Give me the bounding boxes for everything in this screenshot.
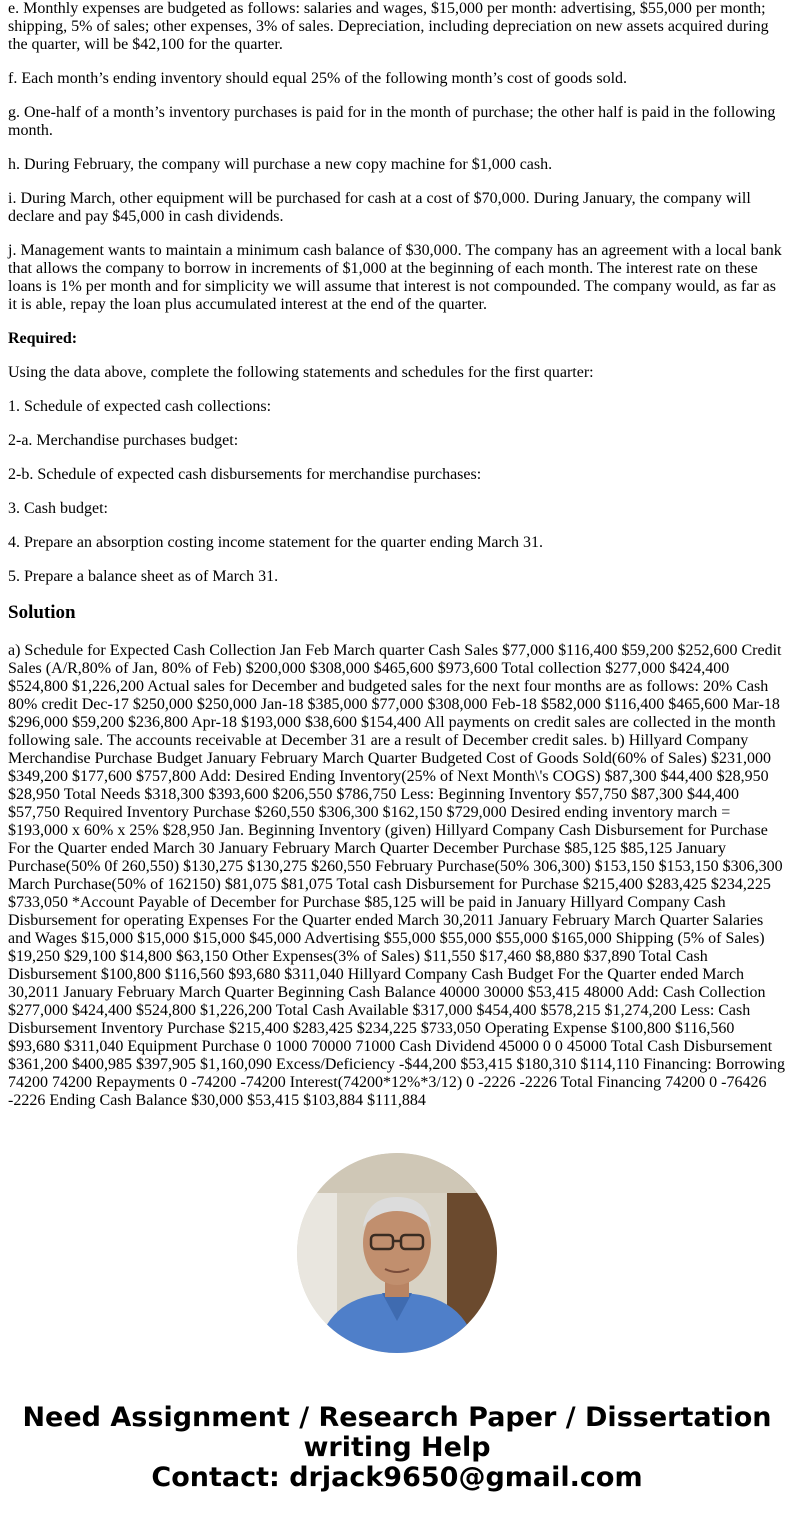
required-intro: Using the data above, complete the following statements and schedules for the first quarter: [8,364,594,381]
footer-contact-text: Contact: drjack9650@gmail.com [151,1462,643,1493]
document-content [8,0,786,1126]
footer-help-text: Need Assignment / Research Paper / Dissertation writing Help [22,1402,772,1463]
paragraph-j: j. Management wants to maintain a minimum cash balance of $30,000. The company has an agreement with a local bank that allows the company to borrow in increments of $1,000 at the beginning of each month. The interest rate on these loans is 1% per month and for simplicity we will assume that interest is not compounded. The company would, as far as it is able, repay the loan plus accumulated interest at the end of the quarter. [8,242,782,313]
required-item: 1. Schedule of expected cash collections: [8,398,272,415]
paragraph-g: g. One-half of a month’s inventory purchases is paid for in the month of purchase; the other half is paid in the following month. [8,104,776,139]
required-item: 3. Cash budget: [8,500,108,517]
paragraph-f: f. Each month’s ending inventory should equal 25% of the following month’s cost of goods sold. [8,70,628,87]
paragraph-h: h. During February, the company will purchase a new copy machine for $1,000 cash. [8,156,553,173]
solution-heading: Solution [8,602,76,623]
required-item: 2-a. Merchandise purchases budget: [8,432,239,449]
required-item: 5. Prepare a balance sheet as of March 31. [8,568,279,585]
required-item: 4. Prepare an absorption costing income statement for the quarter ending March 31. [8,534,543,551]
required-item: 2-b. Schedule of expected cash disbursements for merchandise purchases: [8,466,482,483]
person-photo-icon [297,1153,497,1353]
solution-body: a) Schedule for Expected Cash Collection Jan Feb March quarter Cash Sales $77,000 $116,400 $59,200 $252,600 Credit Sales (A/R,80% of Jan, 80% of Feb) $200,000 $308,000 $465,600 $973,600 Total collection $277,000 $424,400 $524,800 $1,226,200 Actual sales for December and budgeted sales for the next four months are as follows: 20% Cash 80% credit Dec-17 $250,000 $250,000 Jan-18 $385,000 $77,000 $308,000 Feb-18 $582,000 $116,400 $465,600 Mar-18 $296,000 $59,200 $236,800 Apr-18 $193,000 $38,600 $154,400 All payments on credit sales are collected in the month following sale. The accounts receivable at December 31 are a result of December credit sales. b) Hillyard Company Merchandise Purchase Budget January February March Quarter Budgeted Cost of Goods Sold(60% of Sales) $231,000 $349,200 $177,600 $757,800 Add: Desired Ending Inventory(25% of Next Month\'s COGS) $87,300 $44,400 $28,950 $28,950 Total Needs $318,300 $393,600 $206,550 $786,750 Less: Beginning Inventory $57,750 $87,300 $44,400 $57,750 Required Inventory Purchase $260,550 $306,300 $162,150 $729,000 Desired ending inventory march = $193,000 x 60% x 25% $28,950 Jan. Beginning Inventory (given) Hillyard Company Cash Disbursement for Purchase For the Quarter ended March 30 January February March Quarter December Purchase $85,125 $85,125 January Purchase(50% 0f 260,550) $130,275 $130,275 $260,550 February Purchase(50% 306,300) $153,150 $153,150 $306,300 March Purchase(50% of 162150) $81,075 $81,075 Total cash Disbursement for Purchase $215,400 $283,425 $234,225 $733,050 *Account Payable of December for Purchase $85,125 will be paid in January Hillyard Company Cash Disbursement for operating Expenses For the Quarter ended March 30,2011 January February March Quarter Salaries and Wages $15,000 $15,000 $15,000 $45,000 Advertising $55,000 $55,000 $55,000 $165,000 Shipping (5% of Sales) $19,250 $29,100 $14,800 $63,150 Other Expenses(3% of Sales) $11,550 $17,460 $8,880 $37,890 Total Cash Disbursement $100,800 $116,560 $93,680 $311,040 Hillyard Company Cash Budget For the Quarter ended March 30,2011 January February March Quarter Beginning Cash Balance 40000 30000 $53,415 48000 Add: Cash Collection $277,000 $424,400 $524,800 $1,226,200 Total Cash Available $317,000 $454,400 $578,215 $1,274,200 Less: Cash Disbursement Inventory Purchase $215,400 $283,425 $234,225 $733,050 Operating Expense $100,800 $116,560 $93,680 $311,040 Equipment Purchase 0 1000 70000 71000 Cash Dividend 45000 0 0 45000 Total Cash Disbursement $361,200 $400,985 $397,905 $1,160,090 Excess/Deficiency -$44,200 $53,415 $180,310 $114,110 Financing: Borrowing 74200 74200 Repayments 0 -74200 -74200 Interest(74200*12%*3/12) 0 -2226 -2226 Total Financing 74200 0 -76426 -2226 Ending Cash Balance $30,000 $53,415 $103,884 $111,884 [8,642,785,1109]
contact-banner [0,1403,794,1493]
required-heading: Required: [8,330,78,347]
author-avatar [297,1153,497,1353]
paragraph-i: i. During March, other equipment will be purchased for cash at a cost of $70,000. During January, the company will declare and pay $45,000 in cash dividends. [8,190,751,225]
paragraph-e: e. Monthly expenses are budgeted as follows: salaries and wages, $15,000 per month: advertising, $55,000 per month; shipping, 5% of sales; other expenses, 3% of sales. Depreciation, including depreciation on new assets acquired during the quarter, will be $42,100 for the quarter. [8,0,769,53]
